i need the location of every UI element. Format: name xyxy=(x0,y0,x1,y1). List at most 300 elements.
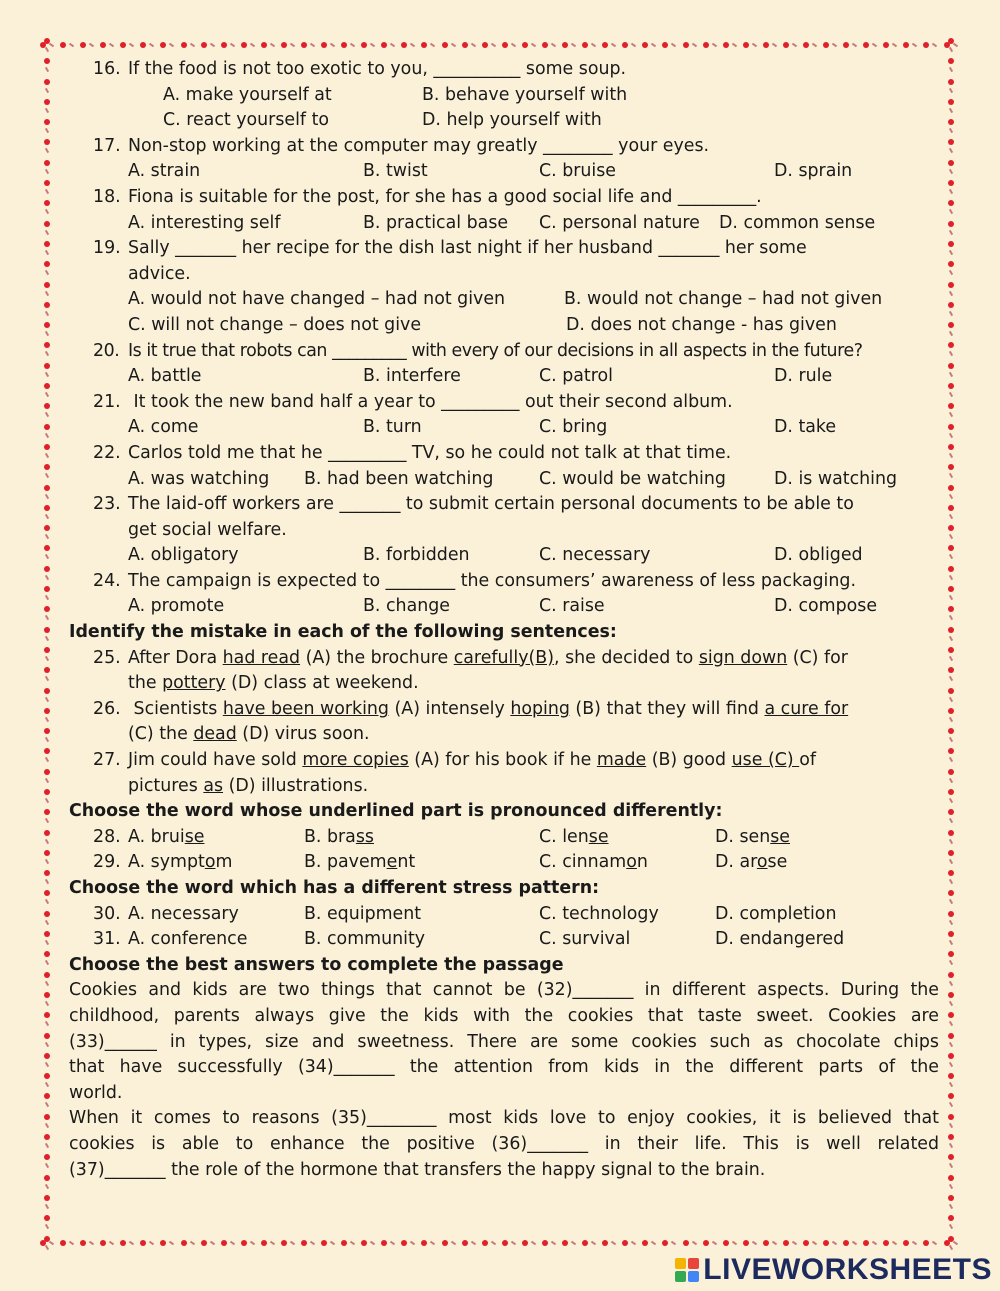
option-d[interactable]: D. help yourself with xyxy=(422,110,602,131)
option-a[interactable]: A. battle xyxy=(128,366,202,387)
border-ornament xyxy=(160,42,174,48)
option-d[interactable]: D. common sense xyxy=(719,212,876,233)
option-c[interactable]: C. react yourself to xyxy=(163,110,330,131)
border-ornament xyxy=(948,1236,954,1250)
border-top xyxy=(40,38,958,52)
border-ornament xyxy=(863,42,877,48)
border-ornament xyxy=(44,1053,50,1067)
option-d[interactable]: D. sense xyxy=(715,826,790,847)
border-ornament xyxy=(44,769,50,783)
border-ornament xyxy=(948,342,954,356)
border-ornament xyxy=(948,647,954,661)
border-ornament xyxy=(582,1240,596,1246)
border-ornament xyxy=(401,1240,415,1246)
border-ornament xyxy=(703,42,717,48)
border-ornament xyxy=(948,870,954,884)
underlined-part-a[interactable]: had read xyxy=(222,647,301,668)
question-31 xyxy=(69,927,939,953)
option-b[interactable]: B. pavement xyxy=(304,852,416,873)
border-ornament xyxy=(44,241,50,255)
question-number: 22. xyxy=(93,442,121,463)
border-ornament xyxy=(948,119,954,133)
option-c[interactable]: C. bruise xyxy=(539,161,617,182)
question-22 xyxy=(69,441,939,467)
question-22-options xyxy=(69,467,939,493)
border-ornament xyxy=(301,42,315,48)
border-ornament xyxy=(44,1073,50,1087)
option-a[interactable]: A. was watching xyxy=(128,468,270,489)
question-27-continued: pictures as (D) illustrations. xyxy=(128,775,369,796)
border-ornament xyxy=(948,180,954,194)
border-ornament xyxy=(948,566,954,580)
option-c[interactable]: C. raise xyxy=(539,596,605,617)
question-number: 30. xyxy=(93,903,121,924)
border-ornament xyxy=(948,667,954,681)
border-ornament xyxy=(241,42,255,48)
border-ornament xyxy=(100,42,114,48)
option-c[interactable]: C. will not change – does not give xyxy=(128,314,422,335)
question-text: The campaign is expected to ________ the consumers’ awareness of less packaging. xyxy=(128,570,856,591)
option-d[interactable]: D. arose xyxy=(715,852,788,873)
border-ornament xyxy=(948,688,954,702)
border-ornament xyxy=(44,911,50,925)
border-ornament xyxy=(642,42,656,48)
option-b[interactable]: B. forbidden xyxy=(363,545,470,566)
question-number: 17. xyxy=(93,135,121,156)
question-number: 16. xyxy=(93,59,121,79)
option-a[interactable]: A. necessary xyxy=(128,903,239,924)
border-ornament xyxy=(201,42,215,48)
border-ornament xyxy=(181,42,195,48)
border-ornament xyxy=(502,42,516,48)
question-17-options xyxy=(69,159,939,185)
border-left xyxy=(40,38,54,1250)
option-b[interactable]: B. behave yourself with xyxy=(422,84,628,105)
border-ornament xyxy=(44,525,50,539)
border-right xyxy=(944,38,958,1250)
option-b[interactable]: B. practical base xyxy=(363,212,509,233)
border-ornament xyxy=(948,627,954,641)
liveworksheets-logo[interactable] xyxy=(675,1253,992,1287)
border-ornament xyxy=(948,241,954,255)
border-ornament xyxy=(44,424,50,438)
border-ornament xyxy=(948,545,954,559)
question-17 xyxy=(69,134,939,160)
border-ornament xyxy=(44,79,50,93)
border-ornament xyxy=(948,1175,954,1189)
border-ornament xyxy=(948,890,954,904)
option-a[interactable]: A. bruise xyxy=(128,826,205,847)
border-ornament xyxy=(948,302,954,316)
border-ornament xyxy=(763,1240,777,1246)
liveworksheets-logo-icon xyxy=(675,1258,699,1282)
border-ornament xyxy=(44,464,50,478)
question-19 xyxy=(69,236,939,262)
border-ornament xyxy=(80,42,94,48)
border-ornament xyxy=(783,42,797,48)
section-heading-stress: Choose the word which has a different stress pattern: xyxy=(69,878,600,898)
border-ornament xyxy=(948,200,954,214)
border-ornament xyxy=(201,1240,215,1246)
question-21-options xyxy=(69,415,939,441)
border-ornament xyxy=(160,1240,174,1246)
border-ornament xyxy=(44,180,50,194)
border-ornament xyxy=(281,1240,295,1246)
question-25-continued: the pottery (D) class at weekend. xyxy=(128,673,419,694)
border-ornament xyxy=(948,708,954,722)
answer-blank[interactable]: __________ xyxy=(433,59,521,79)
underlined-part-a[interactable]: more copies xyxy=(302,750,409,771)
border-ornament xyxy=(703,1240,717,1246)
option-a[interactable]: A. obligatory xyxy=(128,545,239,566)
question-number: 29. xyxy=(93,852,121,873)
border-ornament xyxy=(542,42,556,48)
border-ornament xyxy=(662,1240,676,1246)
option-c[interactable]: C. lense xyxy=(539,826,609,847)
border-ornament xyxy=(923,1240,937,1246)
border-ornament xyxy=(44,160,50,174)
question-16-options-cd xyxy=(69,108,939,134)
border-ornament xyxy=(221,42,235,48)
border-ornament xyxy=(341,42,355,48)
border-ornament xyxy=(44,606,50,620)
underlined-part-d[interactable]: as xyxy=(203,775,224,796)
question-16-options-ab xyxy=(69,83,939,109)
border-ornament xyxy=(948,1154,954,1168)
border-ornament xyxy=(44,383,50,397)
border-ornament xyxy=(44,1114,50,1128)
option-c[interactable]: C. personal nature xyxy=(539,212,700,233)
border-ornament xyxy=(542,1240,556,1246)
border-ornament xyxy=(100,1240,114,1246)
question-29 xyxy=(69,850,939,876)
question-20 xyxy=(69,339,939,365)
border-ornament xyxy=(321,42,335,48)
border-ornament xyxy=(361,42,375,48)
border-ornament xyxy=(948,383,954,397)
question-28 xyxy=(69,825,939,851)
border-ornament xyxy=(948,1073,954,1087)
border-ornament xyxy=(562,1240,576,1246)
border-ornament xyxy=(948,830,954,844)
border-ornament xyxy=(44,200,50,214)
border-ornament xyxy=(44,890,50,904)
border-ornament xyxy=(948,1093,954,1107)
border-ornament xyxy=(421,42,435,48)
passage-line: that have successfully (34)_______ the attention from kids in the different parts of the xyxy=(69,1057,939,1078)
option-a[interactable]: A. conference xyxy=(128,929,248,950)
question-number: 20. xyxy=(93,340,120,361)
border-ornament xyxy=(462,1240,476,1246)
question-16: 16. If the food is not too exotic to you, __________ some soup. xyxy=(69,57,939,83)
border-ornament xyxy=(44,951,50,965)
border-ornament xyxy=(462,42,476,48)
border-ornament xyxy=(522,42,536,48)
border-ornament xyxy=(883,1240,897,1246)
underlined-part-c[interactable]: sign down xyxy=(698,647,788,668)
option-d[interactable]: D. compose xyxy=(774,596,878,617)
option-c[interactable]: C. survival xyxy=(539,929,631,950)
border-ornament xyxy=(948,931,954,945)
underlined-part-b[interactable]: hoping xyxy=(510,698,570,719)
border-ornament xyxy=(44,688,50,702)
border-ornament xyxy=(361,1240,375,1246)
border-ornament xyxy=(622,42,636,48)
question-23-continued: get social welfare. xyxy=(128,519,287,540)
border-ornament xyxy=(44,809,50,823)
option-a[interactable]: A. make yourself at xyxy=(163,84,332,105)
border-ornament xyxy=(948,444,954,458)
question-19-options-ab xyxy=(69,287,939,313)
option-d[interactable]: D. rule xyxy=(774,366,833,387)
border-ornament xyxy=(642,1240,656,1246)
border-ornament xyxy=(44,1033,50,1047)
border-ornament xyxy=(44,139,50,153)
border-ornament xyxy=(948,58,954,72)
border-ornament xyxy=(60,42,74,48)
border-ornament xyxy=(622,1240,636,1246)
option-a[interactable]: A. symptom xyxy=(128,852,233,873)
border-ornament xyxy=(602,42,616,48)
border-ornament xyxy=(44,566,50,580)
border-ornament xyxy=(44,1134,50,1148)
option-d[interactable]: D. take xyxy=(774,417,837,438)
border-ornament xyxy=(903,1240,917,1246)
question-30 xyxy=(69,902,939,928)
border-ornament xyxy=(44,931,50,945)
border-ornament xyxy=(44,667,50,681)
option-b[interactable]: B. brass xyxy=(304,826,374,847)
border-ornament xyxy=(562,42,576,48)
border-ornament xyxy=(948,606,954,620)
option-c[interactable]: C. bring xyxy=(539,417,608,438)
question-number: 19. xyxy=(93,238,121,259)
question-text: Is it true that robots can _________ with every of our decisions in all aspects in the future? xyxy=(128,340,863,361)
border-ornament xyxy=(241,1240,255,1246)
border-ornament xyxy=(522,1240,536,1246)
passage-line: (37)_______ the role of the hormone that transfers the happy signal to the brain. xyxy=(69,1159,766,1180)
option-c[interactable]: C. necessary xyxy=(539,545,651,566)
border-ornament xyxy=(44,38,50,52)
border-ornament xyxy=(44,505,50,519)
option-d[interactable]: D. obliged xyxy=(774,545,863,566)
border-ornament xyxy=(948,748,954,762)
border-ornament xyxy=(662,42,676,48)
border-ornament xyxy=(44,545,50,559)
border-ornament xyxy=(301,1240,315,1246)
border-ornament xyxy=(321,1240,335,1246)
border-ornament xyxy=(723,1240,737,1246)
border-ornament xyxy=(381,42,395,48)
border-ornament xyxy=(948,1053,954,1067)
underlined-part-d[interactable]: dead xyxy=(193,724,237,745)
question-number: 27. xyxy=(93,750,121,771)
border-ornament xyxy=(44,1154,50,1168)
question-20-options xyxy=(69,364,939,390)
underlined-part-c[interactable]: use (C) xyxy=(731,750,800,771)
option-a[interactable]: A. come xyxy=(128,417,199,438)
border-ornament xyxy=(948,525,954,539)
option-d[interactable]: D. is watching xyxy=(774,468,898,489)
question-number: 23. xyxy=(93,494,121,515)
question-21 xyxy=(69,390,939,416)
option-b[interactable]: B. equipment xyxy=(304,903,422,924)
option-b[interactable]: B. change xyxy=(363,596,450,617)
border-ornament xyxy=(120,1240,134,1246)
border-ornament xyxy=(44,444,50,458)
option-a[interactable]: A. strain xyxy=(128,161,201,182)
underlined-part-a[interactable]: have been working xyxy=(222,698,389,719)
border-ornament xyxy=(44,363,50,377)
option-a[interactable]: A. interesting self xyxy=(128,212,281,233)
border-ornament xyxy=(44,748,50,762)
border-ornament xyxy=(140,42,154,48)
border-ornament xyxy=(948,38,954,52)
border-ornament xyxy=(948,322,954,336)
question-24 xyxy=(69,569,939,595)
passage-line: world. xyxy=(69,1082,123,1103)
border-ornament xyxy=(683,42,697,48)
border-ornament xyxy=(948,1215,954,1229)
option-b[interactable]: B. turn xyxy=(363,417,422,438)
border-ornament xyxy=(948,261,954,275)
border-ornament xyxy=(44,99,50,113)
passage-line: When it comes to reasons (35)________ most kids love to enjoy cookies, it is believed that xyxy=(69,1108,939,1129)
border-ornament xyxy=(44,1195,50,1209)
border-ornament xyxy=(44,1093,50,1107)
border-ornament xyxy=(823,1240,837,1246)
border-ornament xyxy=(948,769,954,783)
border-ornament xyxy=(948,809,954,823)
border-ornament xyxy=(482,42,496,48)
reading-passage xyxy=(69,978,939,1183)
underlined-part-b[interactable]: made xyxy=(596,750,647,771)
border-ornament xyxy=(44,261,50,275)
passage-line: (33)______ in types, size and sweetness. There are some cookies such as chocolate chips xyxy=(69,1031,939,1052)
border-ornament xyxy=(723,42,737,48)
border-ornament xyxy=(948,403,954,417)
logo-text: LIVEWORKSHEETS xyxy=(703,1253,992,1286)
border-ornament xyxy=(502,1240,516,1246)
border-ornament xyxy=(803,1240,817,1246)
option-b[interactable]: B. community xyxy=(304,929,426,950)
option-b[interactable]: B. interfere xyxy=(363,366,461,387)
option-b[interactable]: B. had been watching xyxy=(304,468,494,489)
border-ornament xyxy=(44,1175,50,1189)
border-ornament xyxy=(44,728,50,742)
section-heading-passage: Choose the best answers to complete the passage xyxy=(69,954,564,975)
border-ornament xyxy=(948,505,954,519)
border-ornament xyxy=(221,1240,235,1246)
option-c[interactable]: C. patrol xyxy=(539,366,613,387)
option-d[interactable]: D. does not change - has given xyxy=(566,314,837,335)
underlined-part-b[interactable]: carefully(B) xyxy=(453,647,555,668)
border-ornament xyxy=(44,830,50,844)
border-ornament xyxy=(44,708,50,722)
border-ornament xyxy=(44,586,50,600)
question-26: 26. Scientists have been working (A) intensely hoping (B) that they will find a cure for xyxy=(69,697,939,723)
border-ornament xyxy=(743,1240,757,1246)
border-ornament xyxy=(948,464,954,478)
border-ornament xyxy=(763,42,777,48)
option-d[interactable]: D. sprain xyxy=(774,161,853,182)
border-ornament xyxy=(923,42,937,48)
border-ornament xyxy=(44,1215,50,1229)
option-c[interactable]: C. cinnamon xyxy=(539,852,648,873)
option-c[interactable]: C. technology xyxy=(539,903,659,924)
border-ornament xyxy=(442,1240,456,1246)
question-text: Sally _______ her recipe for the dish last night if her husband _______ her some xyxy=(128,238,807,259)
question-text: Non-stop working at the computer may greatly ________ your eyes. xyxy=(128,135,710,156)
question-number: 28. xyxy=(93,826,121,847)
option-b[interactable]: B. would not change – had not given xyxy=(564,289,883,310)
border-ornament xyxy=(120,42,134,48)
option-c[interactable]: C. would be watching xyxy=(539,468,726,489)
border-ornament xyxy=(60,1240,74,1246)
border-ornament xyxy=(948,424,954,438)
border-ornament xyxy=(421,1240,435,1246)
border-ornament xyxy=(948,1033,954,1047)
border-ornament xyxy=(948,911,954,925)
question-24-options xyxy=(69,594,939,620)
question-number: 24. xyxy=(93,570,121,591)
question-27: 27. Jim could have sold more copies (A) for his book if he made (B) good use (C) of xyxy=(69,748,939,774)
question-23 xyxy=(69,492,939,518)
option-d[interactable]: D. endangered xyxy=(715,929,845,950)
border-ornament xyxy=(948,1114,954,1128)
border-ornament xyxy=(948,1012,954,1026)
border-ornament xyxy=(44,342,50,356)
border-ornament xyxy=(44,789,50,803)
question-text: The laid-off workers are _______ to submit certain personal documents to be able to xyxy=(128,494,854,515)
underlined-part-d[interactable]: pottery xyxy=(162,673,226,694)
option-d[interactable]: D. completion xyxy=(715,903,837,924)
question-number: 26. xyxy=(93,698,121,719)
passage-line: cookies is able to enhance the positive (36)_______ in their life. This is well related xyxy=(69,1133,939,1154)
border-ornament xyxy=(44,221,50,235)
border-ornament xyxy=(683,1240,697,1246)
border-ornament xyxy=(948,485,954,499)
border-ornament xyxy=(44,992,50,1006)
border-ornament xyxy=(948,951,954,965)
border-ornament xyxy=(381,1240,395,1246)
border-ornament xyxy=(948,160,954,174)
border-ornament xyxy=(44,627,50,641)
border-ornament xyxy=(44,485,50,499)
border-ornament xyxy=(44,1236,50,1250)
border-ornament xyxy=(863,1240,877,1246)
question-19-continued: advice. xyxy=(128,263,191,284)
border-ornament xyxy=(948,99,954,113)
border-ornament xyxy=(948,363,954,377)
option-a[interactable]: A. would not have changed – had not given xyxy=(128,289,506,310)
option-a[interactable]: A. promote xyxy=(128,596,225,617)
border-ornament xyxy=(442,42,456,48)
border-ornament xyxy=(44,58,50,72)
border-ornament xyxy=(948,728,954,742)
section-heading-pronunciation: Choose the word whose underlined part is pronounced differently: xyxy=(69,801,723,822)
underlined-part-c[interactable]: a cure for xyxy=(764,698,849,719)
border-ornament xyxy=(44,850,50,864)
border-ornament xyxy=(401,42,415,48)
border-ornament xyxy=(843,42,857,48)
question-text: Carlos told me that he _________ TV, so he could not talk at that time. xyxy=(128,442,732,463)
passage-line: childhood, parents always give the kids with the cookies that taste sweet. Cookies are xyxy=(69,1005,939,1026)
border-ornament xyxy=(44,322,50,336)
option-b[interactable]: B. twist xyxy=(363,161,428,182)
border-ornament xyxy=(948,1134,954,1148)
border-ornament xyxy=(883,42,897,48)
